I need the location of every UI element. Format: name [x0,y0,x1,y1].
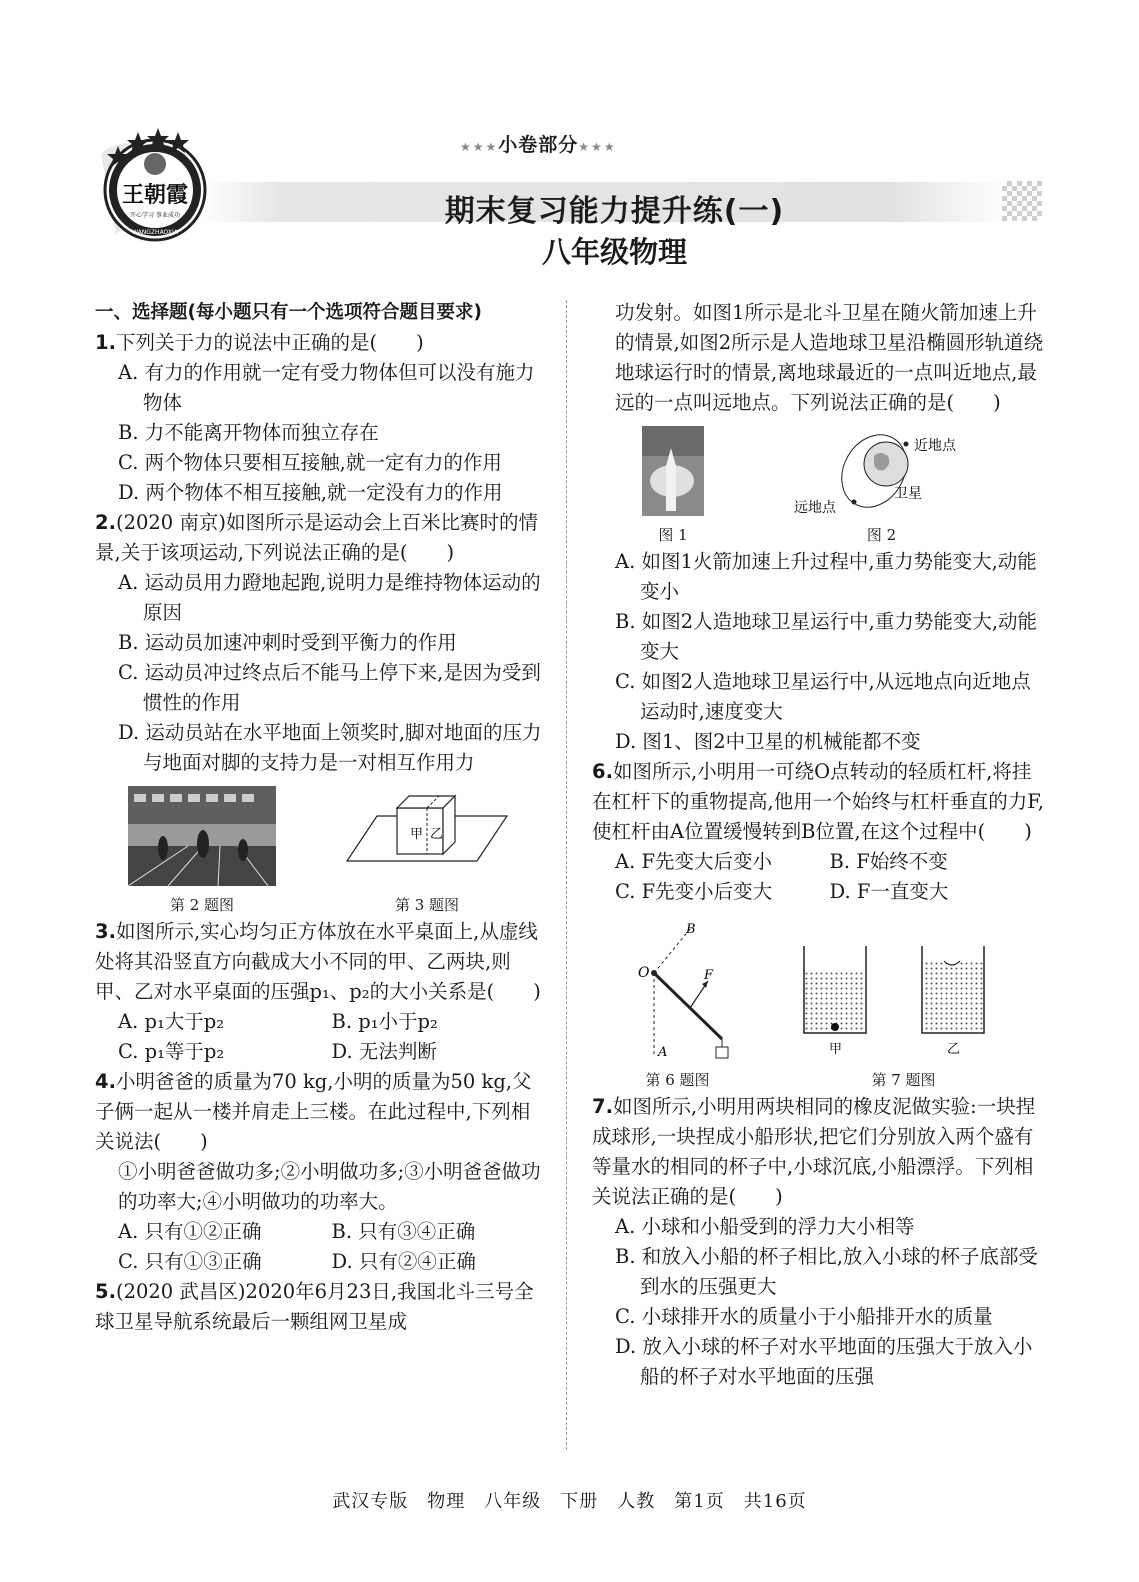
question-2: 2.(2020 南京)如图所示是运动会上百米比赛时的情景,关于该项运动,下列说法正确的是( ) [95,511,539,564]
q2-option-b: B. 运动员加速冲刺时受到平衡力的作用 [118,631,457,654]
page-footer: 武汉专版 物理 八年级 下册 人教 第1页 共16页 [332,1491,807,1512]
page-subtitle: 八年级物理 [541,235,687,269]
q2-option-a: A. 运动员用力蹬地起跑,说明力是维持物体运动的原因 [118,571,541,624]
q7-option-b: B. 和放入小船的杯子相比,放入小球的杯子底部受到水的压强更大 [615,1245,1038,1298]
figure-6-caption: 第 6 题图 [645,1071,710,1089]
q1-option-a: A. 有力的作用就一定有受力物体但可以没有施力物体 [118,361,535,414]
q1-option-d: D. 两个物体不相互接触,就一定没有力的作用 [118,481,503,504]
q6-options-row2: C. F先变小后变大 D. F一直变大 [615,880,949,903]
q5-continued: 功发射。如图1所示是北斗卫星在随火箭加速上升的情景,如图2所示是人造地球卫星沿椭圆形轨道绕地球运行时的情景,离地球最近的一点叫近地点,最远的一点叫远地点。下列说法正确的是( ) [615,301,1044,414]
figures-6-7 [592,921,1044,1090]
q7-option-c: C. 小球排开水的质量小于小船排开水的质量 [615,1305,993,1328]
q1-option-c: C. 两个物体只要相互接触,就一定有力的作用 [118,451,502,474]
figure-3-caption: 第 3 题图 [394,896,460,914]
lever-diagram [618,921,738,1061]
cube-diagram [342,786,512,886]
figure-7-caption: 第 7 题图 [871,1071,936,1089]
q6-options-row1: A. F先变大后变小 B. F始终不变 [615,850,948,873]
question-3: 3.如图所示,实心均匀正方体放在水平桌面上,从虚线处将其沿竖直方向截成大小不同的甲、乙两块,则甲、乙对水平桌面的压强p₁、p₂的大小关系是( ) [95,920,541,1003]
q7-option-d: D. 放入小球的杯子对水平地面的压强大于放入小船的杯子对水平地面的压强 [615,1335,1033,1388]
q3-options-row2: C. p₁等于p₂ D. 无法判断 [118,1040,437,1063]
svg-text:O: O [637,965,649,981]
logo-text: 王朝霞 [121,182,189,208]
svg-text:甲: 甲 [828,1042,842,1057]
q4-options-row2: C. 只有①③正确 D. 只有②④正确 [118,1250,476,1273]
svg-text:卫星: 卫星 [894,486,922,502]
svg-text:开心学习 事业成功: 开心学习 事业成功 [130,212,180,219]
question-6: 6.如图所示,小明用一可绕O点转动的轻质杠杆,将挂在杠杆下的重物提高,他用一个始终与杠杆垂直的力F,使杠杆由A位置缓慢转到B位置,在这个过程中( ) [592,760,1044,843]
svg-text:B: B [685,922,696,937]
q4-statements: ①小明爸爸做功多;②小明做功多;③小明爸爸做功的功率大;④小明做功的功率大。 [118,1160,541,1213]
svg-text:F: F [703,968,713,983]
svg-text:A: A [657,1045,667,1060]
svg-text:远地点: 远地点 [794,500,836,516]
figures-2-3 [95,786,545,915]
q7-option-a: A. 小球和小船受到的浮力大小相等 [615,1215,915,1238]
question-5: 5.(2020 武昌区)2020年6月23日,我国北斗三号全球卫星导航系统最后一颗组网卫星成 [95,1280,534,1333]
q4-options-row1: A. 只有①②正确 B. 只有③④正确 [118,1220,476,1243]
section-label: ★★★小卷部分★★★ [460,134,617,156]
svg-text:近地点: 近地点 [914,438,956,454]
satellite-orbit-diagram [794,426,969,516]
rocket-photo [642,426,704,516]
q5-option-a: A. 如图1火箭加速上升过程中,重力势能变大,动能变小 [615,550,1037,603]
svg-text:乙: 乙 [430,827,444,842]
fig2-caption: 图 2 [866,526,897,544]
cups-diagram [789,941,1019,1061]
q3-options-row1: A. p₁大于p₂ B. p₁小于p₂ [118,1010,438,1033]
q5-option-c: C. 如图2人造地球卫星运行中,从远地点向近地点运动时,速度变大 [615,670,1031,723]
q1-option-b: B. 力不能离开物体而独立存在 [118,421,379,444]
svg-text:乙: 乙 [946,1042,960,1057]
race-photo [128,786,276,886]
q2-option-c: C. 运动员冲过终点后不能马上停下来,是因为受到惯性的作用 [118,661,541,714]
right-column [592,298,1044,1392]
question-1: 1.下列关于力的说法中正确的是( ) [95,331,424,354]
fig1-caption: 图 1 [658,526,688,544]
figure-2-caption: 第 2 题图 [169,896,235,914]
question-7: 7.如图所示,小明用两块相同的橡皮泥做实验:一块捏成球形,一块捏成小船形状,把它们分别放入两个盛有等量水的相同的杯子中,小球沉底,小船漂浮。下列相关说法正确的是( ) [592,1095,1036,1208]
section-heading: 一、选择题(每小题只有一个选项符合题目要求) [95,302,482,323]
question-4: 4.小明爸爸的质量为70 kg,小明的质量为50 kg,父子俩一起从一楼并肩走上三楼。在此过程中,下列相关说法( ) [95,1070,532,1153]
q5-option-b: B. 如图2人造地球卫星运行中,重力势能变大,动能变大 [615,610,1038,663]
left-column [95,298,545,1337]
page-title: 期末复习能力提升练(一) [444,194,785,229]
q5-option-d: D. 图1、图2中卫星的机械能都不变 [615,730,921,753]
figures-q5 [592,426,1044,545]
column-divider [566,300,567,1450]
svg-text:甲: 甲 [410,827,424,842]
q2-option-d: D. 运动员站在水平地面上领奖时,脚对地面的压力与地面对脚的支持力是一对相互作用力 [118,721,542,774]
svg-text:WANGZHAOXIA: WANGZHAOXIA [132,229,178,236]
